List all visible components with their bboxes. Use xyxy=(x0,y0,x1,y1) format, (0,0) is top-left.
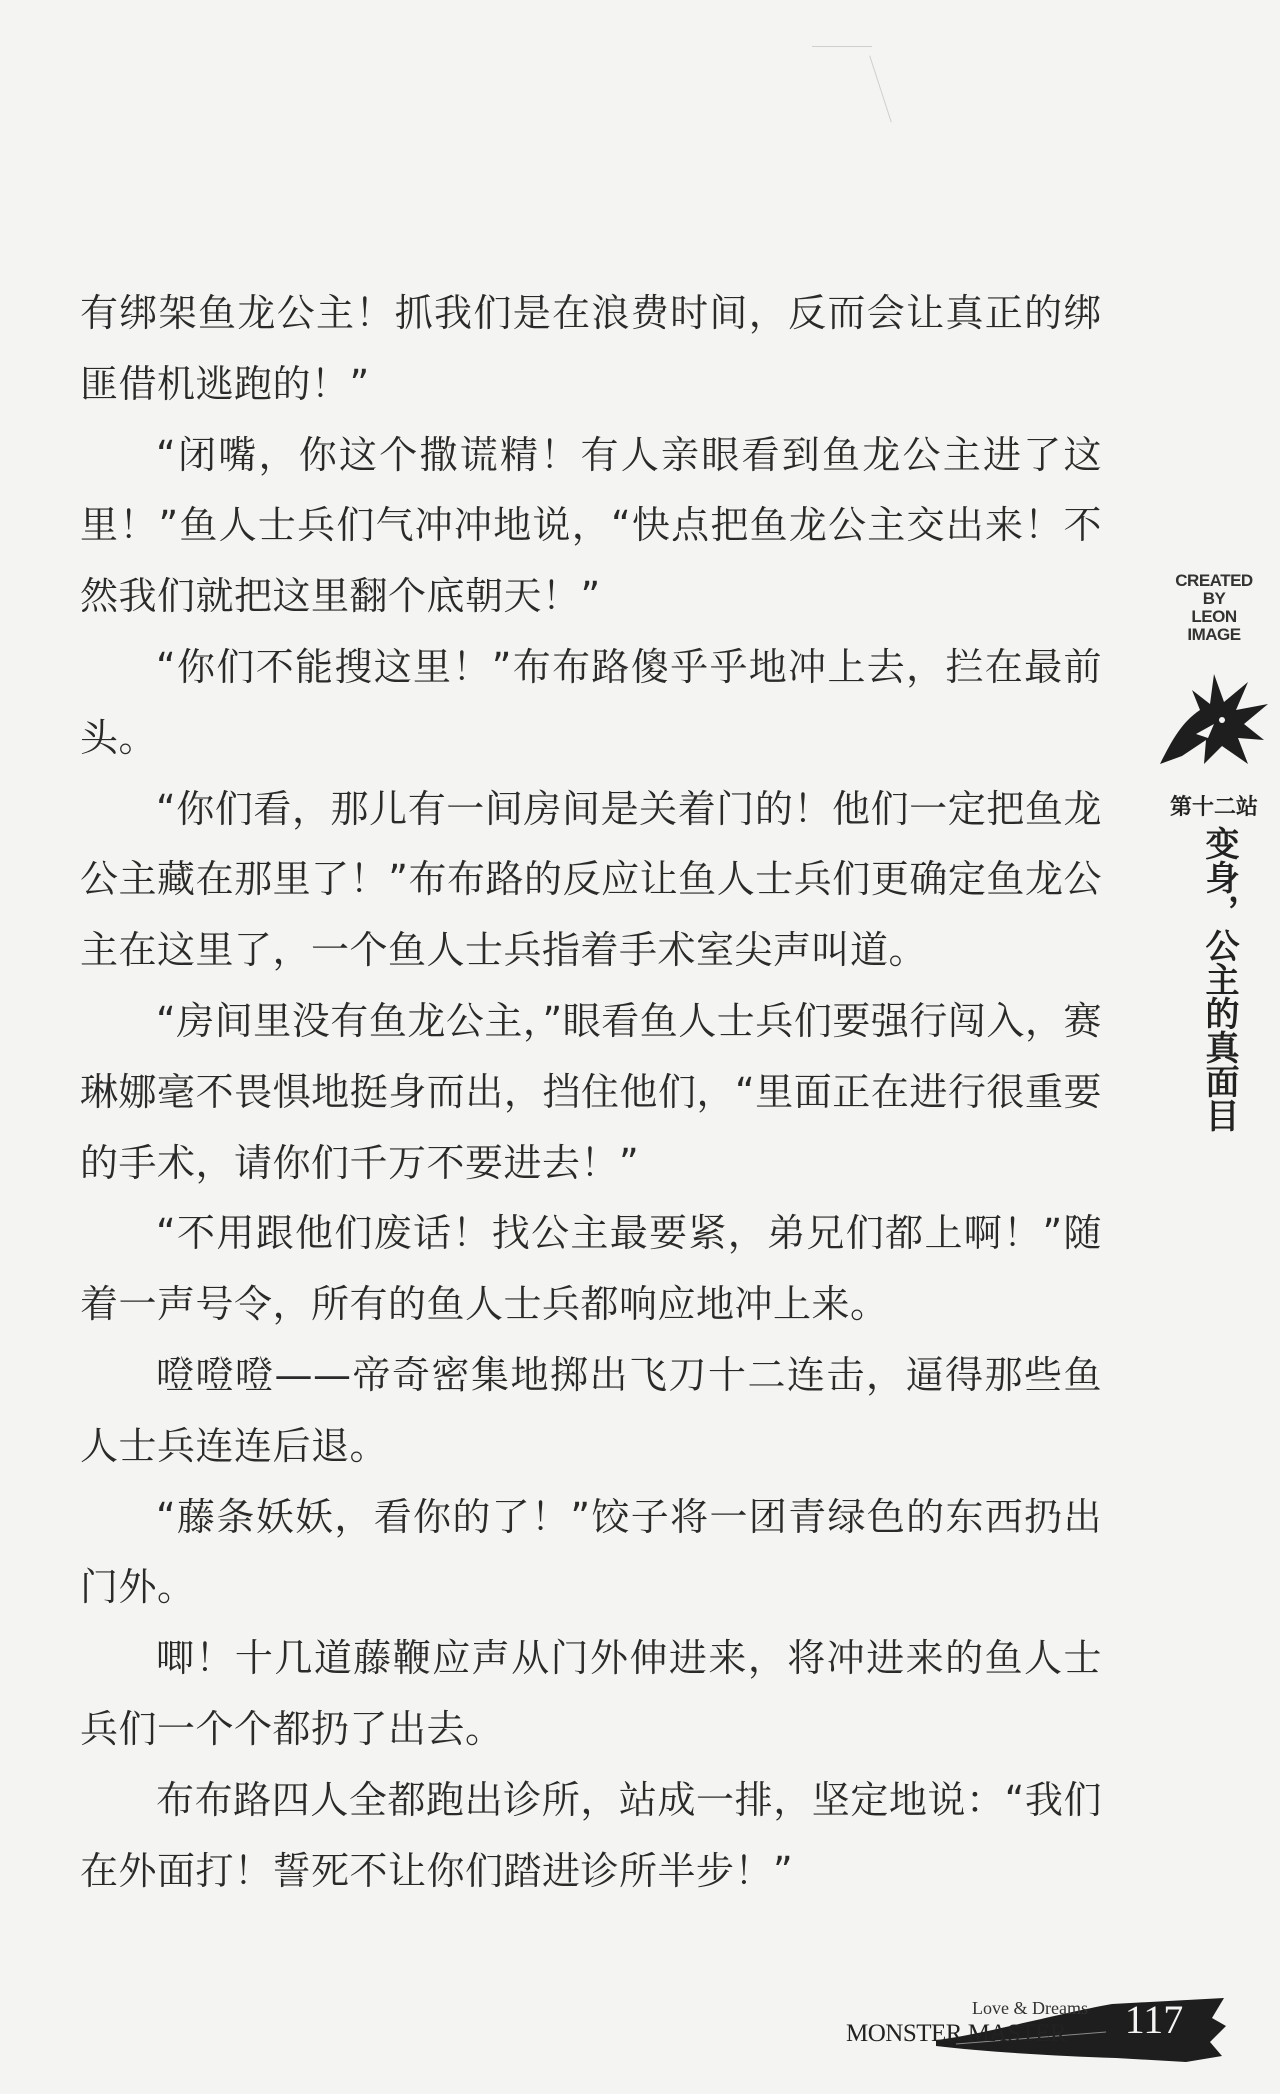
paragraph: “闭嘴，你这个撒谎精！有人亲眼看到鱼龙公主进了这里！”鱼人士兵们气冲冲地说，“快点把鱼龙公主交出来！不然我们就把这里翻个底朝天！” xyxy=(80,432,1102,619)
footer-series: MONSTER MASTER xyxy=(846,2020,1067,2047)
paragraph: “房间里没有鱼龙公主，”眼看鱼人士兵们要强行闯入，赛琳娜毫不畏惧地挺身而出，挡住他们，“里面正在进行很重要的手术，请你们千万不要进去！” xyxy=(80,998,1102,1185)
paragraph: 唧！十几道藤鞭应声从门外伸进来，将冲进来的鱼人士兵们一个个都扔了出去。 xyxy=(80,1636,1102,1751)
paragraph: “你们看，那儿有一间房间是关着门的！他们一定把鱼龙公主藏在那里了！”布布路的反应让鱼人士兵们更确定鱼龙公主在这里了，一个鱼人士兵指着手术室尖声叫道。 xyxy=(80,786,1102,973)
watermark-line: IMAGE xyxy=(1187,625,1241,644)
dragon-head-icon xyxy=(1152,660,1276,772)
footer-tagline: Love & Dreams xyxy=(972,1998,1088,2018)
watermark-line: CREATED xyxy=(1175,571,1253,590)
scan-mark xyxy=(812,46,872,47)
watermark-line: LEON xyxy=(1191,607,1237,626)
paragraph: “不用跟他们废话！找公主最要紧，弟兄们都上啊！”随着一声号令，所有的鱼人士兵都响应地冲上来。 xyxy=(80,1211,1102,1327)
watermark xyxy=(1162,572,1266,644)
paragraph: 有绑架鱼龙公主！抓我们是在浪费时间，反而会让真正的绑匪借机逃跑的！” xyxy=(80,291,1102,406)
paragraph: “你们不能搜这里！”布布路傻乎乎地冲上去，拦在最前头。 xyxy=(80,644,1102,760)
page-number: 117 xyxy=(1124,1997,1184,2042)
watermark-line: BY xyxy=(1202,589,1226,608)
chapter-number: 第十二站 xyxy=(1169,795,1258,820)
paragraph: “藤条妖妖，看你的了！”饺子将一团青绿色的东西扔出门外。 xyxy=(80,1494,1102,1610)
paragraph: 布布路四人全都跑出诊所，站成一排，坚定地说：“我们在外面打！誓死不让你们踏进诊所半步！” xyxy=(80,1777,1102,1893)
body-text xyxy=(80,278,1102,1906)
chapter-title: 变身，公主的真面目 xyxy=(1199,826,1239,1132)
scan-mark xyxy=(869,56,892,123)
paragraph: 噔噔噔——帝奇密集地掷出飞刀十二连击，逼得那些鱼人士兵连连后退。 xyxy=(80,1352,1102,1468)
footer-brand xyxy=(846,1994,1226,2070)
